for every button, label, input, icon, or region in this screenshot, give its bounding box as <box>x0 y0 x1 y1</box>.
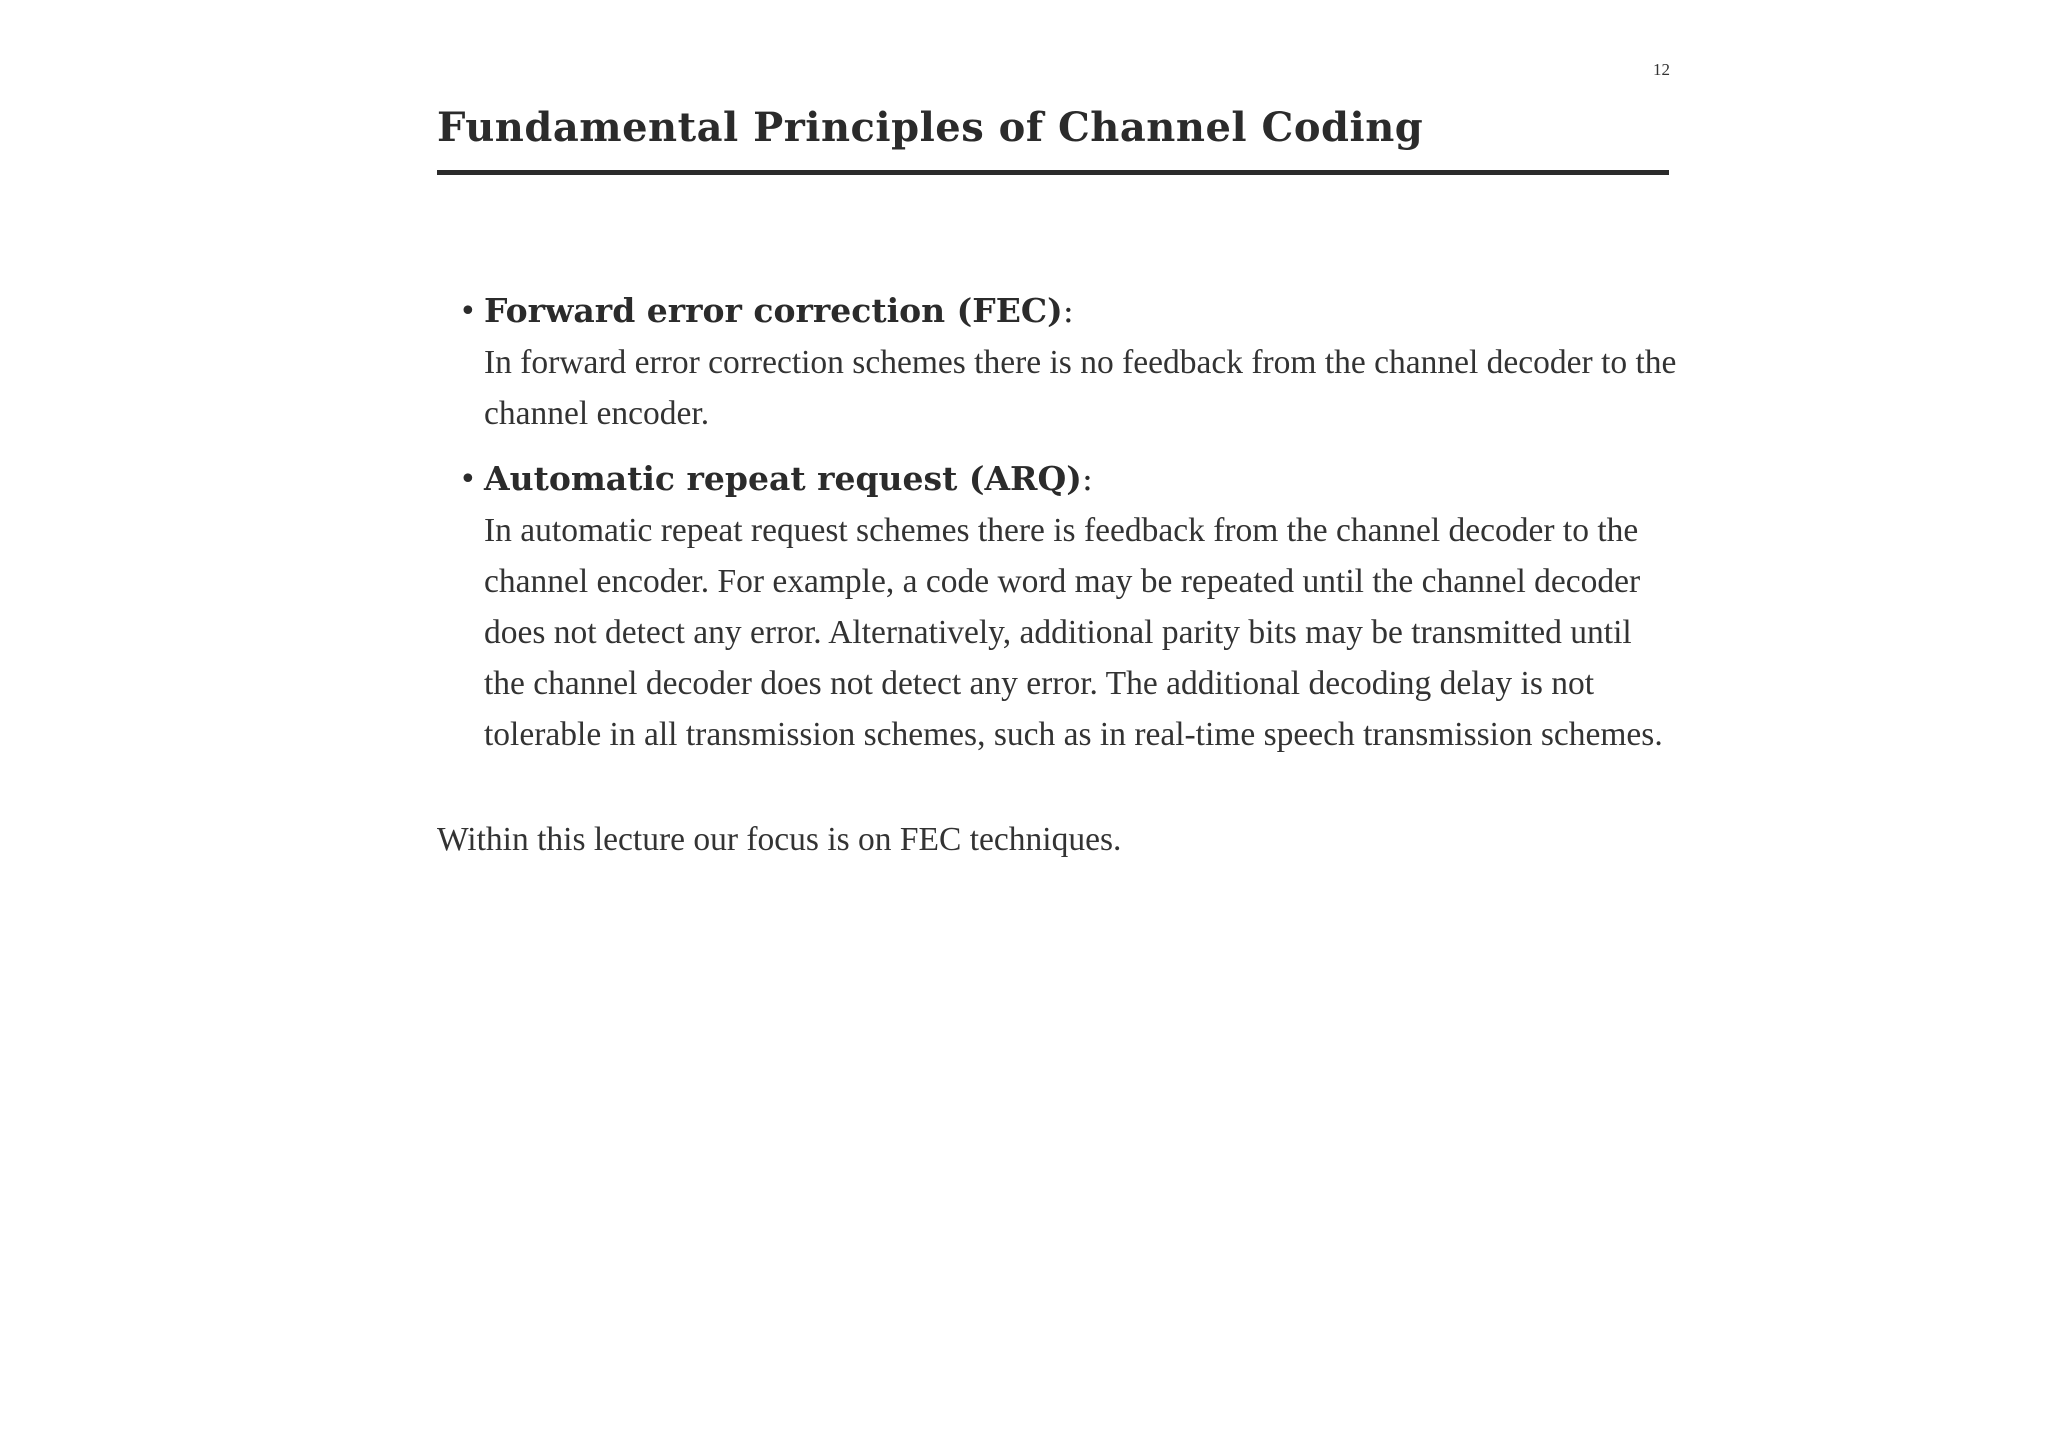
bullet-icon: • <box>459 462 477 497</box>
bullet-colon: : <box>1062 291 1074 330</box>
page-number: 12 <box>1653 60 1670 79</box>
title-underline <box>437 170 1669 175</box>
bullet-list <box>437 285 1677 760</box>
slide-title: Fundamental Principles of Channel Coding <box>437 104 1424 151</box>
bullet-item-fec <box>437 285 1677 439</box>
bullet-term: Forward error correction (FEC) <box>484 291 1063 330</box>
bullet-term: Automatic repeat request (ARQ) <box>484 459 1082 498</box>
closing-statement: Within this lecture our focus is on FEC techniques. <box>437 821 1122 858</box>
slide-content <box>437 285 1677 899</box>
bullet-colon: : <box>1081 459 1093 498</box>
bullet-heading <box>484 285 1677 337</box>
bullet-heading <box>484 453 1677 505</box>
bullet-description: In automatic repeat request schemes there is feedback from the channel decoder to the channel encoder. For example, a code word may be repeated until the channel decoder does not detect any error. Alternatively, additional parity bits may be transmitted until the channel decoder does not detect any error. The additional decoding delay is not tolerable in all transmission schemes, such as in real-time speech transmission schemes. <box>484 512 1663 753</box>
bullet-item-arq <box>437 453 1677 760</box>
bullet-icon: • <box>459 294 477 329</box>
bullet-description: In forward error correction schemes there is no feedback from the channel decoder to the channel encoder. <box>484 344 1677 432</box>
